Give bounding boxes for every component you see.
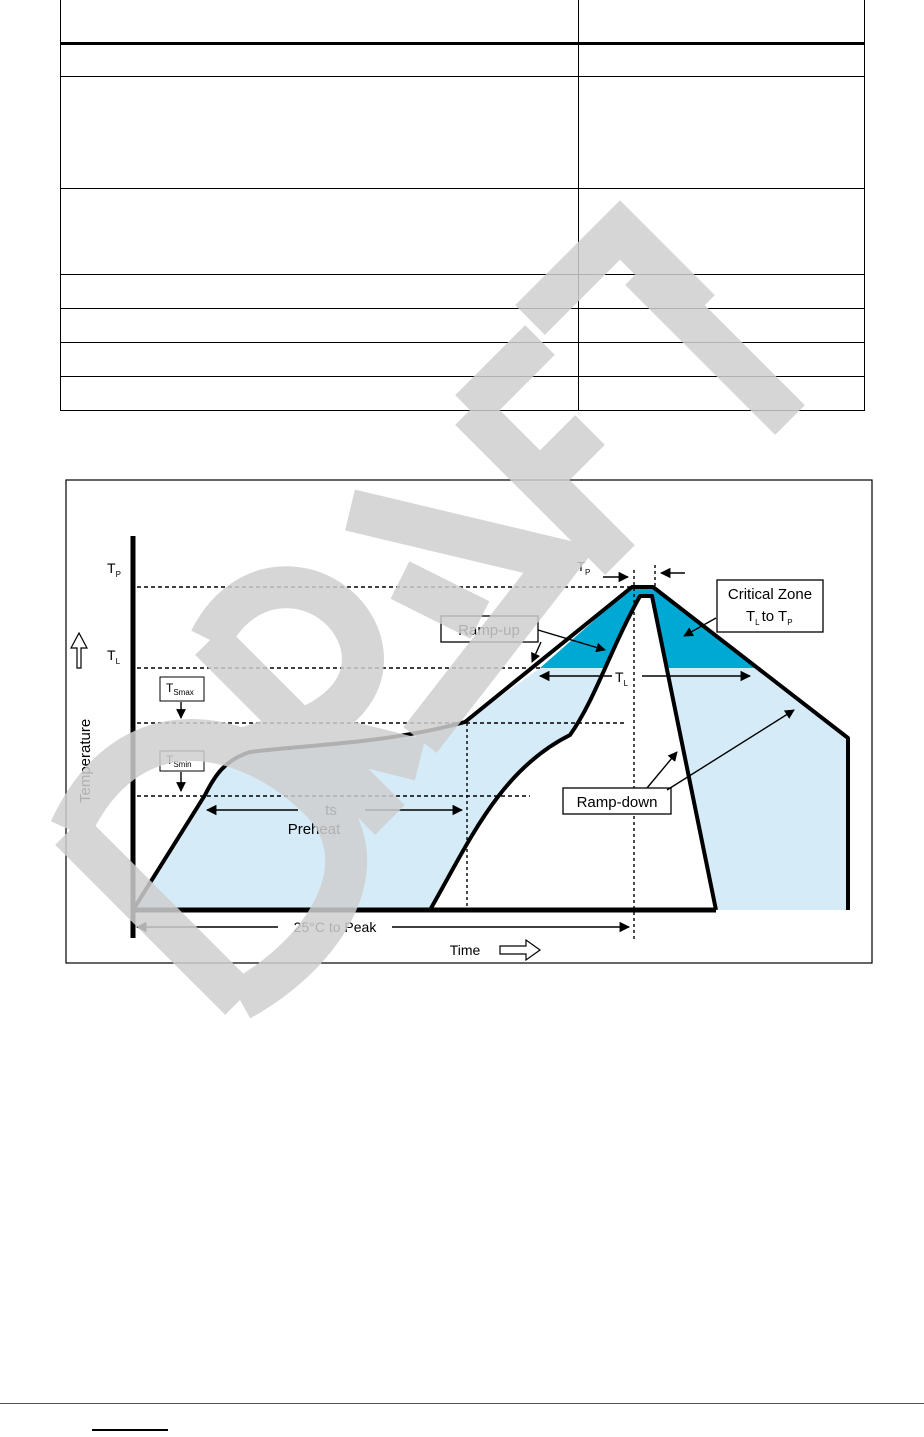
tsmax-label: $T_{Smax}$ xyxy=(166,681,194,697)
ramp-down-label: Ramp-down xyxy=(576,794,658,811)
preheat-label: Preheat xyxy=(287,821,341,838)
to-peak-label: 25°C to Peak xyxy=(293,919,377,935)
critical-zone-title: Critical Zone xyxy=(727,586,813,603)
footer-rule xyxy=(0,1403,924,1404)
ts-label: ts xyxy=(325,802,337,819)
critical-zone-range: $T_L$ to $T_P$ xyxy=(746,608,793,627)
temperature-axis-label: Temperature xyxy=(77,718,94,803)
tl-label: $T_L$ xyxy=(107,647,121,666)
footer-mark xyxy=(92,1429,168,1431)
time-axis-label: Time xyxy=(449,942,481,958)
tp-time-label: $T_P$ xyxy=(577,559,591,577)
tl-time-label: $T_L$ xyxy=(615,669,629,688)
tsmin-label: $T_{Smin}$ xyxy=(166,753,192,769)
tp-label: $T_P$ xyxy=(107,560,121,579)
ramp-up-label: Ramp-up xyxy=(458,622,520,639)
